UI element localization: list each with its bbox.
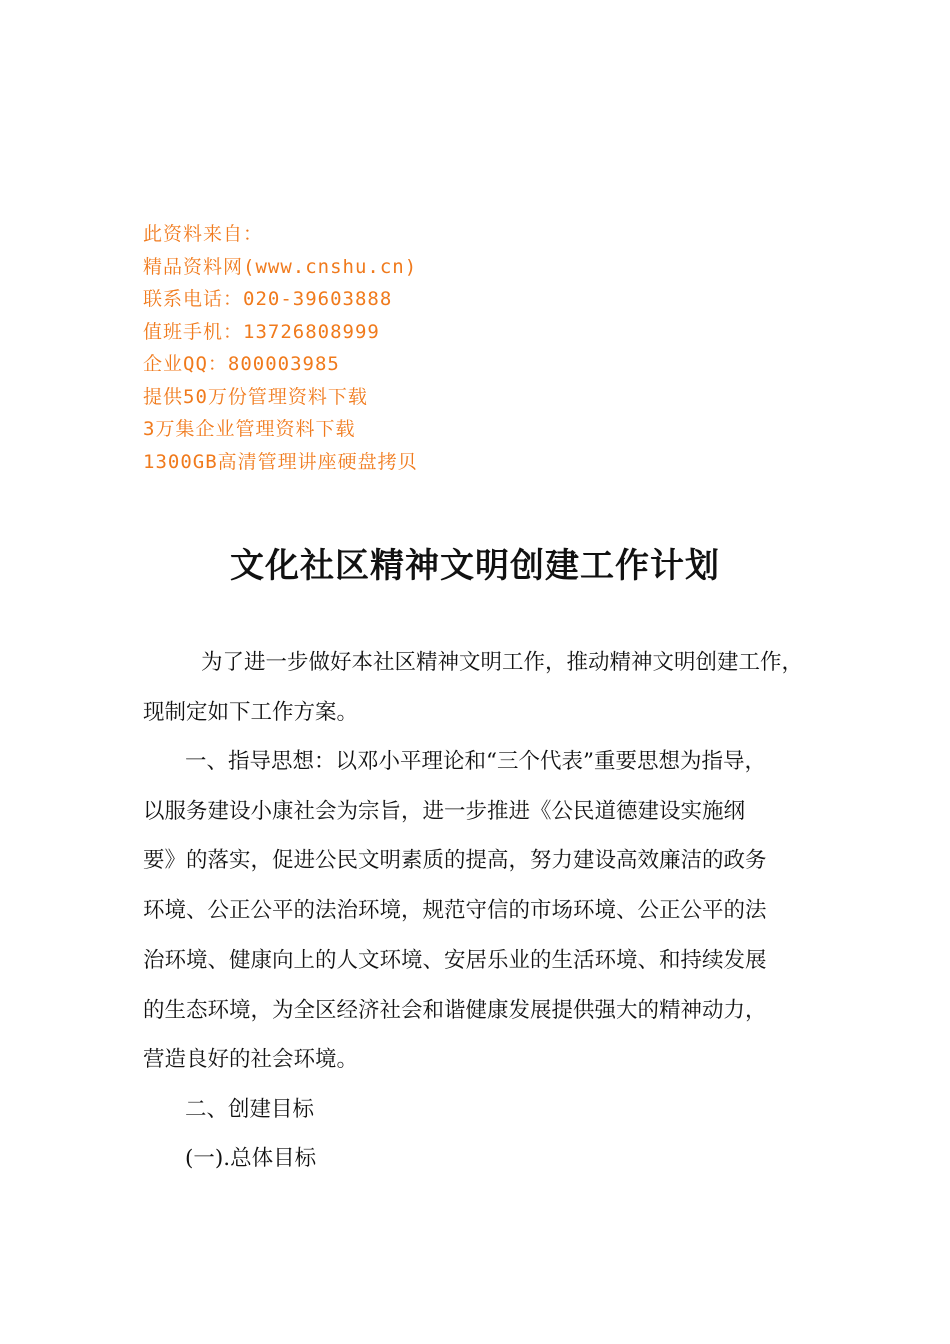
guiding-principle-line-2: 以服务建设小康社会为宗旨，进一步推进《公民道德建设实施纲 <box>143 799 746 824</box>
source-line-phone: 联系电话：020-39603888 <box>143 288 393 310</box>
source-line-offer-1: 提供50万份管理资料下载 <box>143 385 368 408</box>
section-heading-goals: 二、创建目标 <box>185 1097 315 1122</box>
subsection-heading-overall-goal: (一).总体目标 <box>185 1146 317 1171</box>
source-line-website: 精品资料网(www.cnshu.cn) <box>143 255 418 278</box>
source-line-mobile: 值班手机：13726808999 <box>143 320 380 343</box>
guiding-principle-line-3: 要》的落实，促进公民文明素质的提高，努力建设高效廉洁的政务 <box>143 848 767 873</box>
guiding-principle-line-4: 环境、公正公平的法治环境，规范守信的市场环境、公正公平的法 <box>143 898 767 923</box>
intro-line-1: 为了进一步做好本社区精神文明工作，推动精神文明创建工作， <box>201 650 804 675</box>
guiding-principle-line-5: 治环境、健康向上的人文环境、安居乐业的生活环境、和持续发展 <box>143 948 767 973</box>
guiding-principle-line-7: 营造良好的社会环境。 <box>143 1047 359 1072</box>
intro-line-2: 现制定如下工作方案。 <box>143 700 359 725</box>
source-info-block <box>143 218 563 478</box>
source-line-offer-2: 3万集企业管理资料下载 <box>143 418 356 440</box>
guiding-principle-line-6: 的生态环境，为全区经济社会和谐健康发展提供强大的精神动力， <box>143 998 767 1023</box>
source-line-qq: 企业QQ：800003985 <box>143 353 340 375</box>
document-title: 文化社区精神文明创建工作计划 <box>230 546 720 586</box>
guiding-principle-line-1: 一、指导思想：以邓小平理论和“三个代表”重要思想为指导， <box>185 749 766 774</box>
source-line-offer-3: 1300GB高清管理讲座硬盘拷贝 <box>143 450 418 473</box>
source-line-intro: 此资料来自： <box>143 223 264 245</box>
